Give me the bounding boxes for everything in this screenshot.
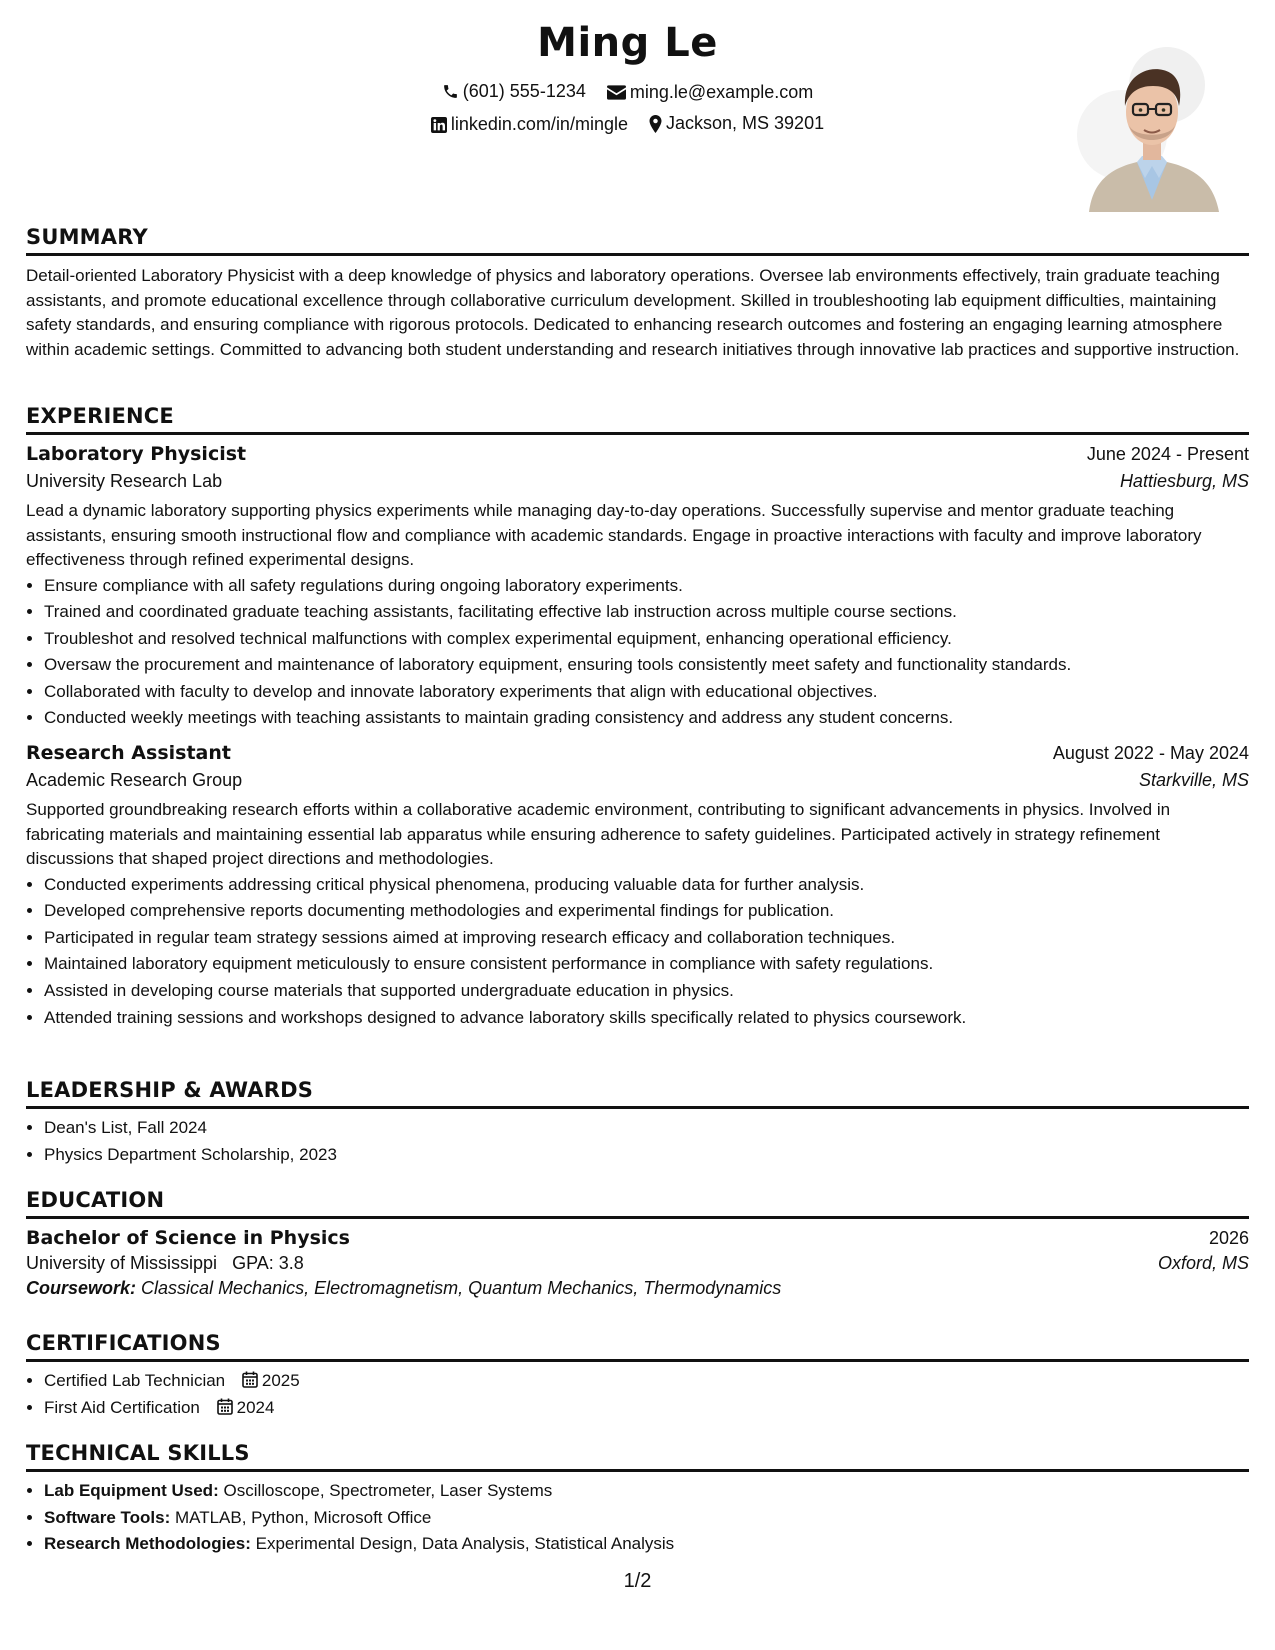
calendar-icon: [242, 1371, 258, 1388]
list-item: • Trained and coordinated graduate teaching assistants, facilitating effective lab instruction across multiple course sections.: [44, 599, 1249, 626]
certification-year: 2025: [261, 1371, 300, 1390]
candidate-name: Ming Le: [537, 20, 718, 66]
phone-contact: [442, 81, 586, 102]
envelope-icon: [607, 85, 626, 100]
job-bullets: [26, 573, 1249, 733]
awards-heading: LEADERSHIP & AWARDS: [26, 1078, 1249, 1109]
profile-photo: [1067, 40, 1237, 212]
school-location: Oxford, MS: [1157, 1253, 1249, 1273]
list-item: [44, 1505, 1249, 1532]
list-item: • Conducted weekly meetings with teaching assistants to maintain grading consistency and address any student concerns.: [44, 705, 1249, 732]
list-item: • Physics Department Scholarship, 2023: [44, 1142, 1249, 1169]
graduation-year: 2026: [1208, 1228, 1249, 1248]
job-organization: Academic Research Group: [26, 770, 243, 791]
list-item: • Ensure compliance with all safety regulations during ongoing laboratory experiments.: [44, 573, 1249, 600]
job-header: [26, 742, 1249, 764]
list-item: • Participated in regular team strategy sessions aimed at improving research efficacy and collaboration techniques.: [44, 925, 1249, 952]
list-item: • Conducted experiments addressing critical physical phenomena, producing valuable data for further analysis.: [44, 872, 1249, 899]
job-entry: [26, 742, 1249, 1031]
certifications-heading: CERTIFICATIONS: [26, 1331, 1249, 1362]
awards-section: [26, 1078, 1249, 1168]
coursework-label: Coursework:: [26, 1278, 137, 1298]
phone-number: (601) 555-1234: [462, 81, 586, 101]
job-description: Lead a dynamic laboratory supporting physics experiments while managing day-to-day operations. Successfully supervise and mentor graduate teaching assistants, ensuring smooth instructional flow and compliance with academic standards. Engage in proactive interactions with faculty and improve laboratory effectiveness through refined experimental designs.: [26, 501, 1202, 569]
job-organization: University Research Lab: [26, 471, 223, 491]
education-header: [26, 1227, 1249, 1249]
skill-label: Software Tools:: [44, 1507, 171, 1527]
job-dates: June 2024 - Present: [1086, 444, 1249, 464]
page-number: 1/2: [623, 1570, 652, 1592]
calendar-icon: [217, 1398, 233, 1415]
school-info: [26, 1253, 304, 1274]
list-item: • Maintained laboratory equipment meticulously to ensure consistent performance in compliance with safety regulations.: [44, 951, 1249, 978]
list-item: [44, 1395, 1249, 1422]
coursework-list: Classical Mechanics, Electromagnetism, Quantum Mechanics, Thermodynamics: [141, 1278, 782, 1298]
summary-text: Detail-oriented Laboratory Physicist with a deep knowledge of physics and laboratory operations. Oversee lab environments effectively, train graduate teaching assistants, and promote educational excellence through collaborative curriculum development. Skilled in troubleshooting lab equipment difficulties, maintaining safety standards, and ensuring compliance with rigorous protocols. Dedicated to enhancing research outcomes and fostering an engaging learning atmosphere within academic settings. Committed to advancing both student understanding and research initiatives through innovative lab practices and supportive instruction.: [26, 266, 1240, 359]
job-dates: August 2022 - May 2024: [1052, 743, 1249, 764]
list-item: • Attended training sessions and workshops designed to advance laboratory skills specifically related to physics coursework.: [44, 1005, 1249, 1032]
certification-name: First Aid Certification: [44, 1397, 200, 1417]
location-contact: [649, 113, 824, 134]
skills-section: [26, 1441, 1249, 1558]
list-item: [44, 1478, 1249, 1505]
list-item: • Troubleshot and resolved technical malfunctions with complex experimental equipment, enhancing operational efficiency.: [44, 626, 1249, 653]
job-header: [26, 443, 1249, 465]
coursework: [26, 1278, 1249, 1299]
list-item: • Developed comprehensive reports documenting methodologies and experimental findings for publication.: [44, 898, 1249, 925]
skill-value: Oscilloscope, Spectrometer, Laser Systems: [223, 1481, 553, 1500]
job-location: Starkville, MS: [1138, 770, 1249, 791]
summary-section: [26, 225, 1249, 362]
location-text: Jackson, MS 39201: [666, 113, 825, 133]
job-description: Supported groundbreaking research efforts within a collaborative academic environment, contributing to significant advancements in physics. Involved in fabricating materials and maintaining essential lab apparatus while ensuring adherence to safety guidelines. Participated actively in strategy refinement discussions that shaped project directions and methodologies.: [26, 800, 1171, 869]
certifications-section: [26, 1331, 1249, 1421]
education-section: [26, 1188, 1249, 1299]
skills-list: [26, 1478, 1249, 1558]
list-item: • Collaborated with faculty to develop and innovate laboratory experiments that align with educational objectives.: [44, 679, 1249, 706]
skill-label: Lab Equipment Used:: [44, 1481, 219, 1500]
linkedin-contact[interactable]: [431, 114, 628, 135]
job-title: Laboratory Physicist: [26, 443, 247, 465]
awards-list: [26, 1115, 1249, 1168]
experience-section: [26, 404, 1249, 1031]
skills-heading: TECHNICAL SKILLS: [26, 1441, 1249, 1472]
skill-value: Experimental Design, Data Analysis, Statistical Analysis: [255, 1534, 675, 1554]
job-bullets: [26, 872, 1249, 1032]
certifications-list: [26, 1368, 1249, 1421]
phone-icon: [442, 83, 459, 100]
job-entry: [26, 443, 1249, 732]
skill-label: Research Methodologies:: [44, 1534, 251, 1554]
job-subheader: [26, 770, 1249, 791]
email-address[interactable]: ming.le@example.com: [629, 82, 814, 102]
map-pin-icon: [649, 115, 662, 133]
list-item: • Oversaw the procurement and maintenance of laboratory equipment, ensuring tools consistently meet safety and functionality standards.: [44, 652, 1249, 679]
list-item: • Dean's List, Fall 2024: [44, 1115, 1249, 1142]
gpa: GPA: 3.8: [232, 1253, 304, 1273]
skill-value: MATLAB, Python, Microsoft Office: [174, 1507, 432, 1527]
job-location: Hattiesburg, MS: [1119, 471, 1249, 491]
certification-name: Certified Lab Technician: [44, 1371, 226, 1390]
education-heading: EDUCATION: [26, 1188, 1249, 1219]
job-title: Research Assistant: [26, 742, 231, 765]
list-item: [44, 1368, 1249, 1395]
list-item: [44, 1531, 1249, 1558]
experience-heading: EXPERIENCE: [26, 404, 1249, 435]
summary-heading: SUMMARY: [26, 225, 1249, 256]
list-item: • Assisted in developing course materials that supported undergraduate education in physics.: [44, 978, 1249, 1005]
degree-title: Bachelor of Science in Physics: [26, 1227, 350, 1249]
certification-year: 2024: [236, 1397, 275, 1417]
education-subheader: [26, 1253, 1249, 1274]
linkedin-icon: [431, 117, 447, 133]
linkedin-url[interactable]: linkedin.com/in/mingle: [450, 114, 628, 134]
email-contact[interactable]: [607, 82, 813, 103]
school-name: University of Mississippi: [26, 1253, 218, 1273]
job-subheader: [26, 471, 1249, 492]
